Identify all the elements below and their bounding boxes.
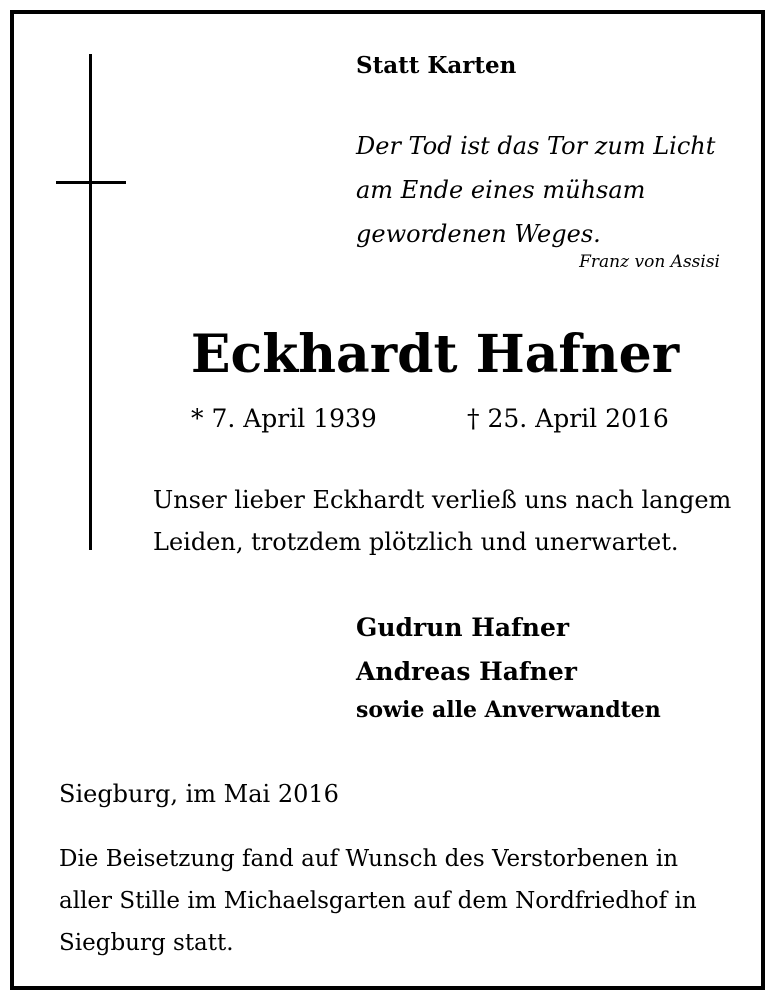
burial-line: Siegburg statt.	[59, 930, 234, 956]
message-line: Leiden, trotzdem plötzlich und unerwartet.	[153, 528, 679, 556]
place-date: Siegburg, im Mai 2016	[59, 780, 339, 808]
cross-icon	[89, 54, 92, 550]
burial-line: aller Stille im Michaelsgarten auf dem Nordfriedhof in	[59, 888, 697, 914]
quote	[356, 124, 715, 256]
family-member: Gudrun Hafner	[356, 613, 570, 642]
birth-date: * 7. April 1939	[191, 404, 377, 433]
family-member: Andreas Hafner	[356, 657, 577, 686]
message	[153, 479, 731, 563]
quote-line: gewordenen Weges.	[356, 220, 601, 248]
burial-line: Die Beisetzung fand auf Wunsch des Verstorbenen in	[59, 846, 679, 872]
message-line: Unser lieber Eckhardt verließ uns nach langem	[153, 486, 732, 514]
deceased-name: Eckhardt Hafner	[190, 324, 680, 385]
quote-line: Der Tod ist das Tor zum Licht	[356, 132, 716, 160]
burial-info	[59, 838, 697, 964]
quote-author: Franz von Assisi	[579, 252, 720, 272]
death-date: † 25. April 2016	[467, 404, 669, 433]
family-names	[356, 606, 577, 694]
family-others: sowie alle Anverwandten	[356, 697, 661, 723]
cross-icon-bar	[56, 181, 126, 184]
statt-karten-heading: Statt Karten	[356, 52, 517, 79]
quote-line: am Ende eines mühsam	[356, 176, 646, 204]
